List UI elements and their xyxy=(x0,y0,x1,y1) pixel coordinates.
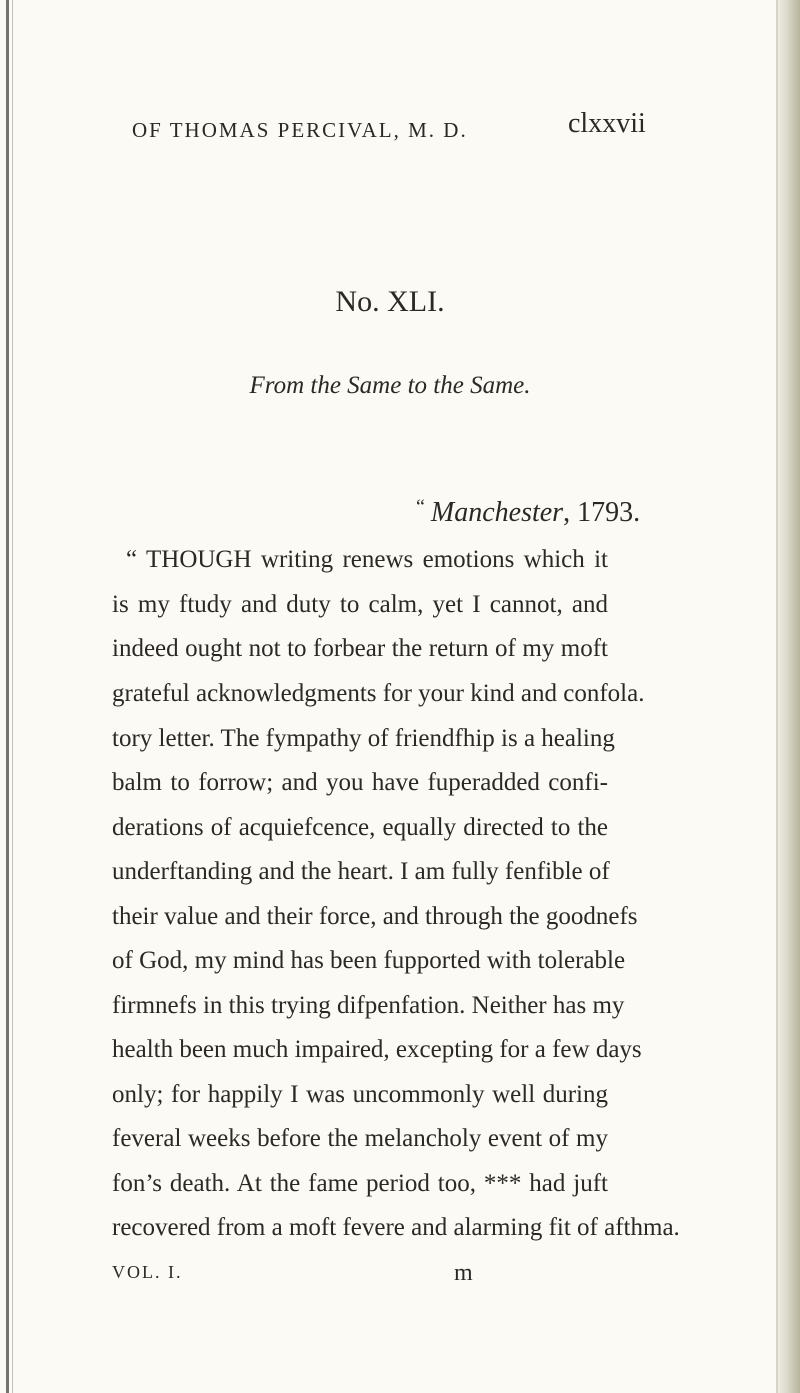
body-line: grateful acknowledgments for your kind and confola. xyxy=(112,680,645,707)
body-line: “ THOUGH writing renews emotions which it xyxy=(126,546,608,573)
body-line: tory letter. The fympathy of friendfhip is a healing xyxy=(112,725,615,752)
binding-edge-line xyxy=(12,0,13,1393)
body-line: indeed ought not to forbear the return of my moft xyxy=(112,635,608,662)
body-line: their value and their force, and through the goodnefs xyxy=(112,903,638,930)
running-head: OF THOMAS PERCIVAL, M. D. xyxy=(132,118,468,142)
body-line: only; for happily I was uncommonly well during xyxy=(112,1081,608,1108)
body-line: health been much impaired, excepting for a few days xyxy=(112,1036,642,1063)
page-edge xyxy=(778,0,800,1393)
body-line: of God, my mind has been fupported with tolerable xyxy=(112,947,626,974)
body-line: is my ftudy and duty to calm, yet I cannot, and xyxy=(112,591,608,618)
body-line: recovered from a moft fevere and alarming fit of afthma. xyxy=(112,1214,680,1241)
letter-place: Manchester xyxy=(430,497,564,528)
body-line: derations of acquiefcence, equally directed to the xyxy=(112,814,608,841)
body-line: balm to forrow; and you have fuperadded confi- xyxy=(112,769,608,796)
signature-mark: VOL. I. xyxy=(112,1262,183,1282)
body-line: feveral weeks before the melancholy event of my xyxy=(112,1125,608,1152)
binding-edge xyxy=(6,0,9,1393)
catchword: m xyxy=(454,1260,473,1286)
body-line: firmnefs in this trying difpenfation. Neither has my xyxy=(112,992,625,1019)
letter-subtitle: From the Same to the Same. xyxy=(249,372,531,399)
body-line: fon’s death. At the fame period too, *** had juft xyxy=(112,1170,608,1197)
body-line: underftanding and the heart. I am fully fenfible of xyxy=(112,858,610,885)
page-number: clxxvii xyxy=(568,108,646,139)
letter-number: No. XLI. xyxy=(335,285,445,318)
letter-year: , 1793. xyxy=(563,497,641,528)
letter-dateline xyxy=(416,496,640,529)
opening-quote: “ xyxy=(416,496,425,518)
